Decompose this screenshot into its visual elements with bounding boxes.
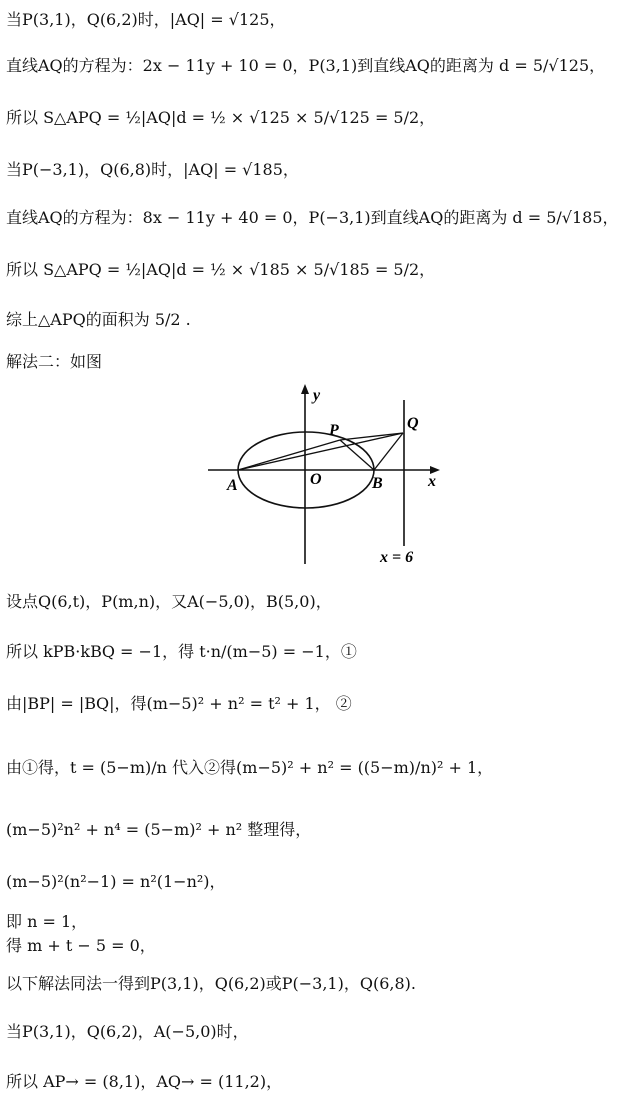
text-line-2: 直线AQ的方程为：2x − 11y + 10 = 0，P(3,1)到直线AQ的距离为 d = 5/√125，: [6, 56, 606, 75]
text-line-16: 得 m + t − 5 = 0，: [6, 936, 156, 955]
segment-PQ: [340, 433, 403, 440]
y-axis-arrow: [301, 384, 309, 394]
label-y: y: [313, 387, 321, 404]
text-line-8: 解法二：如图: [6, 352, 103, 371]
text-line-15: 即 n = 1，: [6, 912, 88, 931]
text-line-13: (m−5)²n² + n⁴ = (5−m)² + n² 整理得，: [6, 820, 312, 839]
text-line-17: 以下解法同法一得到P(3,1)，Q(6,2)或P(−3,1)，Q(6,8).: [6, 974, 416, 993]
segment-AP: [238, 440, 340, 470]
text-line-12: 由①得，t = (5−m)/n 代入②得(m−5)² + n² = ((5−m)/n)² + 1，: [6, 758, 494, 777]
label-A: A: [227, 477, 238, 494]
label-Q: Q: [407, 415, 419, 432]
label-line-x6: x = 6: [380, 549, 414, 566]
text-line-7: 综上△APQ的面积为 5/2 .: [6, 310, 191, 329]
label-x: x: [428, 473, 436, 490]
text-line-3: 所以 S△APQ = ½|AQ|d = ½ × √125 × 5/√125 = 5/2，: [6, 108, 436, 127]
text-line-14: (m−5)²(n²−1) = n²(1−n²)，: [6, 872, 226, 891]
label-B: B: [372, 475, 383, 492]
text-line-18: 当P(3,1)，Q(6,2)，A(−5,0)时，: [6, 1022, 249, 1041]
ellipse-diagram: [200, 378, 450, 573]
label-P: P: [329, 422, 339, 439]
text-line-5: 直线AQ的方程为：8x − 11y + 40 = 0，P(−3,1)到直线AQ的距离为 d = 5/√185，: [6, 208, 619, 227]
label-O: O: [310, 471, 322, 488]
text-line-4: 当P(−3,1)，Q(6,8)时，|AQ| = √185，: [6, 160, 299, 179]
text-line-19: 所以 AP→ = (8,1)，AQ→ = (11,2)，: [6, 1072, 283, 1091]
text-line-11: 由|BP| = |BQ|，得(m−5)² + n² = t² + 1， ②: [6, 694, 352, 713]
text-line-6: 所以 S△APQ = ½|AQ|d = ½ × √185 × 5/√185 = 5/2，: [6, 260, 436, 279]
ellipse-figure: [200, 378, 450, 573]
text-line-9: 设点Q(6,t)，P(m,n)，又A(−5,0)，B(5,0)，: [6, 592, 332, 611]
text-line-10: 所以 kPB·kBQ = −1，得 t·n/(m−5) = −1，①: [6, 642, 357, 661]
text-line-1: 当P(3,1)，Q(6,2)时，|AQ| = √125，: [6, 10, 286, 29]
